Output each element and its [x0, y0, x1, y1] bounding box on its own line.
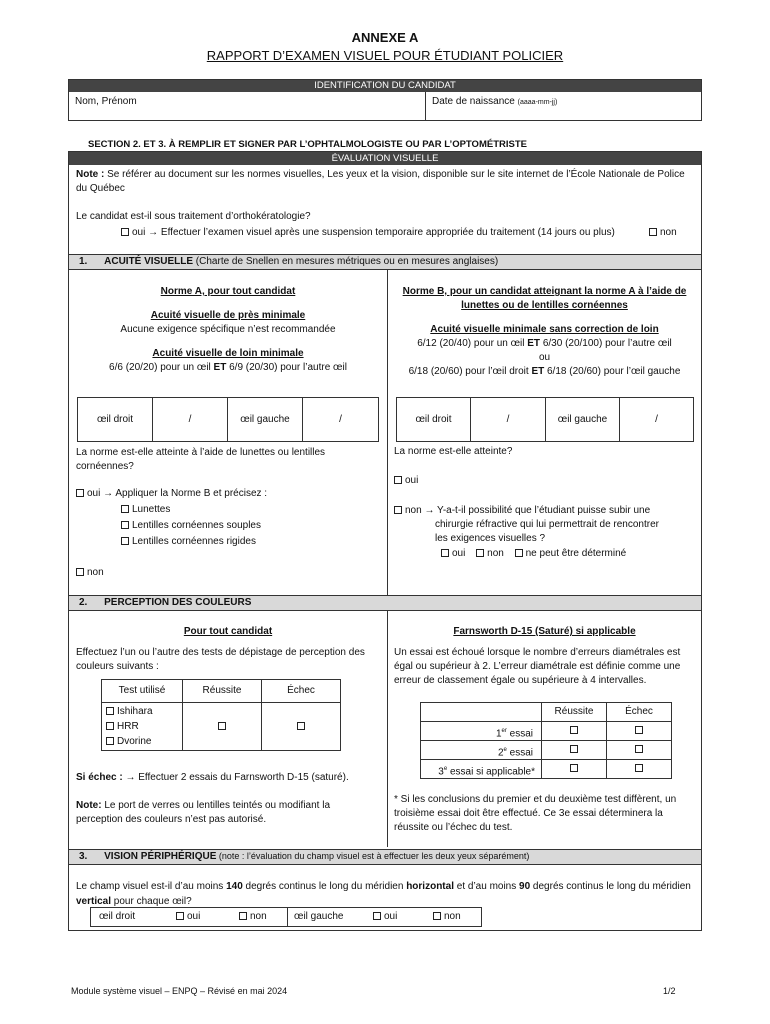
right-eye-field[interactable]: /: [152, 397, 228, 442]
checkbox-icon[interactable]: [106, 722, 114, 730]
evaluation-heading: ÉVALUATION VISUELLE: [69, 152, 701, 165]
trial-2-success[interactable]: [541, 740, 607, 760]
left-eye-non[interactable]: non: [433, 908, 461, 926]
farnsworth-table: Réussite Échec 1er essai 2e essai 3e essai si applicable*: [420, 702, 672, 778]
checkbox-icon[interactable]: [394, 506, 402, 514]
checkbox-icon[interactable]: [649, 228, 657, 236]
color-test-fail[interactable]: [261, 702, 341, 751]
checkbox-icon[interactable]: [76, 489, 84, 497]
checkbox-icon[interactable]: [106, 737, 114, 745]
farnsworth-heading: Farnsworth D-15 (Saturé) si applicable: [453, 626, 636, 637]
norme-b: Norme B, pour un candidat atteignant la norme A à l’aide de lunettes ou de lentilles cornéennes Acuité visuelle minimale sans correction de loin 6/12 (20/40) pour un œil ET 6/30 (20/100) pour l’autre œil ou 6/18 (20/60) pour l’œil droit ET 6/18 (20/60) pour l’œil gauche: [402, 286, 687, 377]
test-hrr[interactable]: HRR: [106, 719, 178, 734]
peripheral-right-eye: œil droit oui non: [90, 907, 288, 927]
checkbox-icon[interactable]: [635, 764, 643, 772]
checkbox-icon[interactable]: [121, 505, 129, 513]
b-non-option[interactable]: non → Y-a-t-il possibilité que l’étudiant puisse subir une chirurgie réfractive qui lui permettrait de rencontrer les exigences visuelles ?: [394, 504, 659, 546]
a-non-option[interactable]: non: [76, 567, 104, 578]
peripheral-table: [90, 907, 482, 927]
page-title: RAPPORT D’EXAMEN VISUEL POUR ÉTUDIANT POLICIER: [206, 48, 564, 63]
b-surgery-nd[interactable]: ne peut être déterminé: [515, 548, 627, 559]
checkbox-icon[interactable]: [218, 722, 226, 730]
checkbox-icon[interactable]: [441, 549, 449, 557]
checkbox-icon[interactable]: [121, 228, 129, 236]
checkbox-icon[interactable]: [121, 537, 129, 545]
trial-1-success[interactable]: [541, 721, 607, 741]
footer-revision: Module système visuel – ENPQ – Révisé en mai 2024: [71, 986, 288, 996]
trial-2-fail[interactable]: [606, 740, 672, 760]
test-ishihara[interactable]: Ishihara: [106, 704, 178, 719]
checkbox-icon[interactable]: [570, 745, 578, 753]
note-label: Note :: [76, 169, 105, 180]
checkbox-icon[interactable]: [176, 912, 184, 920]
colors-note: Note: Le port de verres ou lentilles teintés ou modifiant la perception des couleurs n’est pas autorisé.: [76, 800, 331, 825]
trial-1-label: 1er essai: [420, 721, 542, 741]
trial-3-success[interactable]: [541, 759, 607, 779]
checkbox-icon[interactable]: [476, 549, 484, 557]
dob-label-group[interactable]: [432, 96, 557, 107]
checkbox-icon[interactable]: [570, 726, 578, 734]
checkbox-icon[interactable]: [373, 912, 381, 920]
trial-3-label: 3e essai si applicable*: [420, 759, 542, 779]
identification-heading: IDENTIFICATION DU CANDIDAT: [69, 80, 701, 92]
b-surgery-options: [441, 548, 626, 559]
left-eye-field[interactable]: /: [302, 397, 379, 442]
color-test-table: Test utilisé Réussite Échec Ishihara HRR Dvorine: [101, 679, 341, 751]
norme-a-question: La norme est-elle atteinte à l’aide de lunettes ou lentilles cornéennes?: [76, 447, 326, 472]
trial-1-fail[interactable]: [606, 721, 672, 741]
a-rigides-option[interactable]: Lentilles cornéennes rigides: [121, 536, 256, 547]
checkbox-icon[interactable]: [76, 568, 84, 576]
right-eye-field-b[interactable]: /: [470, 397, 546, 442]
identification-box: [68, 79, 702, 121]
colors-left-heading: Pour tout candidat: [183, 626, 273, 637]
evaluation-box: [68, 151, 702, 931]
checkbox-icon[interactable]: [106, 707, 114, 715]
right-eye-oui[interactable]: oui: [176, 908, 200, 926]
annexe-title: ANNEXE A: [351, 30, 419, 45]
checkbox-icon[interactable]: [239, 912, 247, 920]
acuity-table-a: œil droit / œil gauche /: [77, 397, 379, 442]
checkbox-icon[interactable]: [297, 722, 305, 730]
name-label: Nom, Prénom: [75, 96, 137, 107]
checkbox-icon[interactable]: [635, 726, 643, 734]
checkbox-icon[interactable]: [433, 912, 441, 920]
farnsworth-text: Un essai est échoué lorsque le nombre d’erreurs diamétrales est égal ou supérieur à 2. L’erreur diamétrale est définie comme une erreur de classement égale ou supérieure à 4 intervalles.: [394, 647, 681, 686]
ortho-question: Le candidat est-il sous traitement d’orthokératologie?: [76, 211, 311, 222]
a-souples-option[interactable]: Lentilles cornéennes souples: [121, 520, 261, 531]
color-test-list: [101, 702, 183, 751]
acuity-section-header: 1. ACUITÉ VISUELLE (Charte de Snellen en mesures métriques ou en mesures anglaises): [69, 254, 701, 270]
page-number: 1/2: [663, 986, 676, 996]
b-surgery-non[interactable]: non: [476, 548, 504, 559]
note-text: Se référer au document sur les normes visuelles, Les yeux et la vision, disponible sur le site internet de l’École Nationale de Police du Québec: [76, 169, 685, 194]
color-test-success[interactable]: [182, 702, 262, 751]
trial-3-fail[interactable]: [606, 759, 672, 779]
peripheral-question: Le champ visuel est-il d’au moins 140 degrés continus le long du méridien horizontal et d’au moins 90 degrés continus le long du méridien vertical pour chaque œil?: [76, 881, 691, 907]
colors-section-header: 2. PERCEPTION DES COULEURS: [69, 595, 701, 611]
checkbox-icon[interactable]: [121, 521, 129, 529]
norme-b-question: La norme est-elle atteinte?: [394, 446, 513, 457]
farnsworth-footnote: * Si les conclusions du premier et du deuxième test diffèrent, un troisième essai doit être effectué. Ce 3e essai déterminera la réussite ou l’échec du test.: [394, 794, 677, 833]
dob-format: (aaaa-mm-jj): [517, 99, 558, 106]
b-oui-option[interactable]: oui: [394, 475, 418, 486]
checkbox-icon[interactable]: [635, 745, 643, 753]
ortho-oui-option[interactable]: oui → Effectuer l’examen visuel après une suspension temporaire appropriée du traitement (14 jours ou plus): [121, 227, 615, 238]
checkbox-icon[interactable]: [515, 549, 523, 557]
colors-left-text: Effectuez l’un ou l’autre des tests de dépistage de perception des couleurs suivants :: [76, 647, 365, 672]
evaluation-note: [76, 168, 686, 196]
a-lunettes-option[interactable]: Lunettes: [121, 504, 170, 515]
right-eye-non[interactable]: non: [239, 908, 267, 926]
norme-a: Norme A, pour tout candidat Acuité visuelle de près minimale Aucune exigence spécifique n’est recommandée Acuité visuelle de loin minimale 6/6 (20/20) pour un œil ET 6/9 (20/30) pour l’autre œil: [109, 286, 347, 373]
dob-label: Date de naissance: [432, 96, 515, 107]
trial-2-label: 2e essai: [420, 740, 542, 760]
checkbox-icon[interactable]: [394, 476, 402, 484]
b-surgery-oui[interactable]: oui: [441, 548, 465, 559]
peripheral-section-header: 3. VISION PÉRIPHÉRIQUE (note : l’évaluation du champ visuel est à effectuer les deux yeux séparément): [69, 849, 701, 865]
peripheral-left-eye: œil gauche oui non: [287, 907, 482, 927]
a-oui-option[interactable]: oui → Appliquer la Norme B et précisez :: [76, 488, 267, 499]
left-eye-field-b[interactable]: /: [619, 397, 694, 442]
acuity-table-b: œil droit / œil gauche /: [396, 397, 694, 442]
test-dvorine[interactable]: Dvorine: [106, 734, 178, 749]
ortho-non-option[interactable]: non: [649, 227, 677, 238]
left-eye-oui[interactable]: oui: [373, 908, 397, 926]
checkbox-icon[interactable]: [570, 764, 578, 772]
section-instruction: SECTION 2. ET 3. À REMPLIR ET SIGNER PAR L’OPHTALMOLOGISTE OU PAR L’OPTOMÉTRISTE: [88, 139, 527, 150]
colors-fail-instruction: Si échec : → Effectuer 2 essais du Farnsworth D-15 (saturé).: [76, 772, 349, 783]
